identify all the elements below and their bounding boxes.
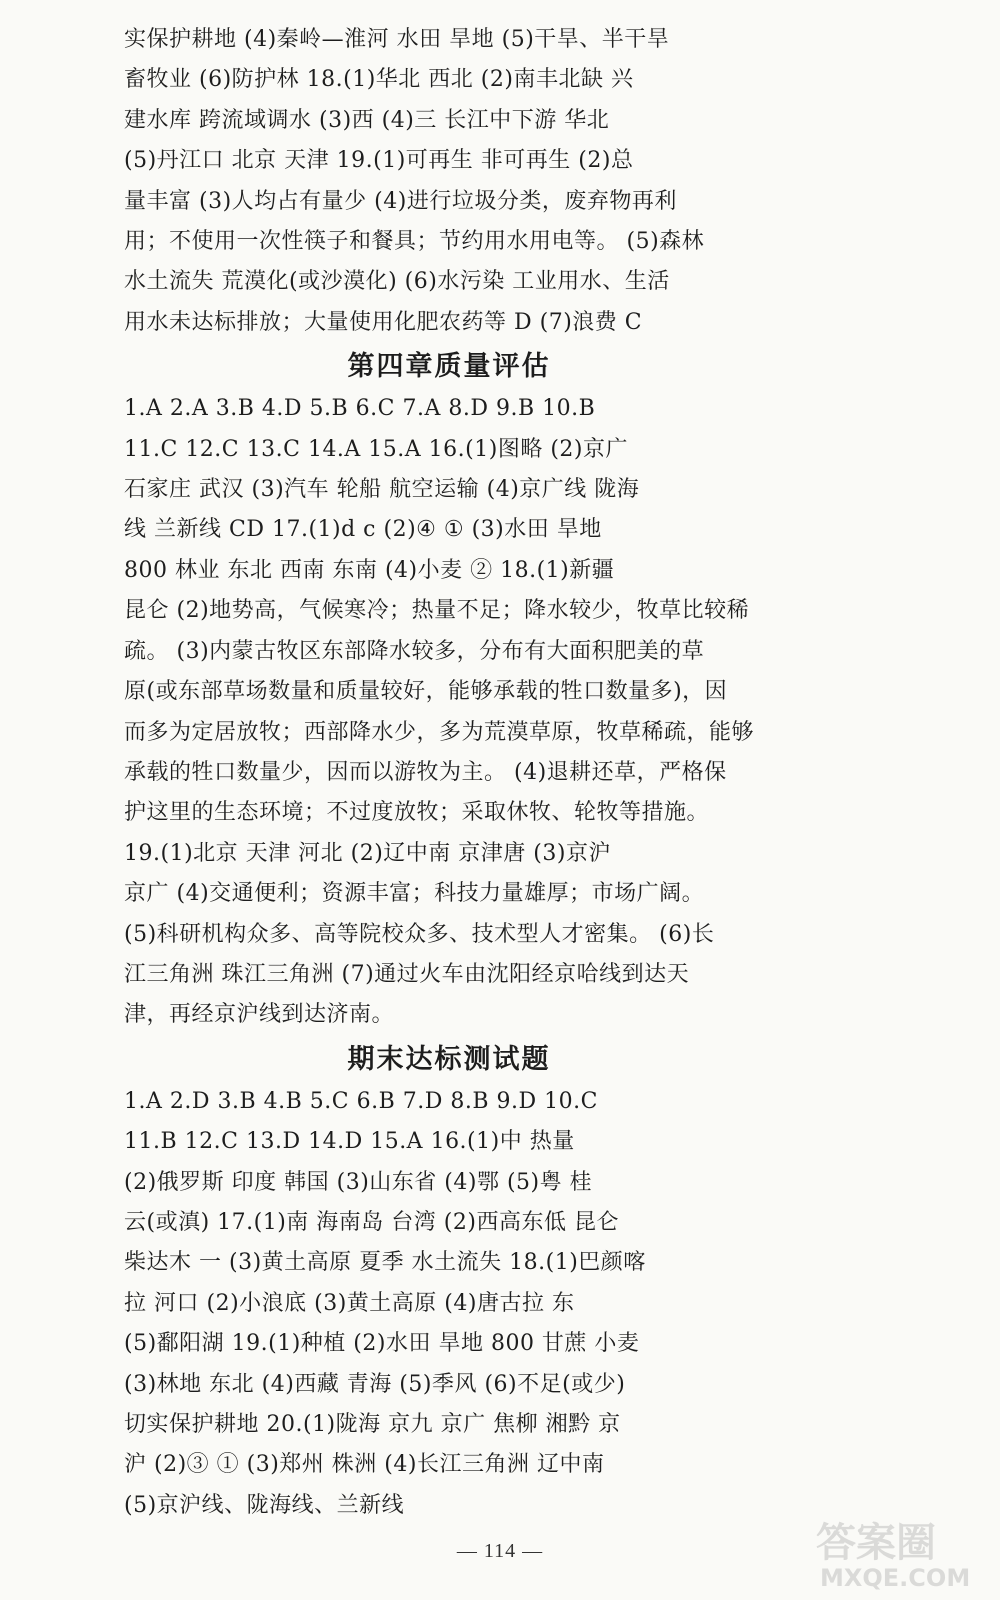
text-line: 拉 河口 (2)小浪底 (3)黄土高原 (4)唐古拉 东	[124, 1290, 575, 1316]
watermark-logo	[814, 1512, 984, 1592]
text-line: 19.(1)北京 天津 河北 (2)辽中南 京津唐 (3)京沪	[124, 840, 611, 866]
section-title-chapter4: 第四章质量评估	[347, 351, 551, 383]
text-line: 用水未达标排放；大量使用化肥农药等 D (7)浪费 C	[124, 309, 643, 335]
text-line: (3)林地 东北 (4)西藏 青海 (5)季风 (6)不足(或少)	[124, 1371, 626, 1397]
block-chapter4-answers	[124, 389, 774, 1036]
text-line: 切实保护耕地 20.(1)陇海 京九 京广 焦柳 湘黔 京	[124, 1412, 621, 1437]
text-line: 建水库 跨流域调水 (3)西 (4)三 长江中下游 华北	[124, 107, 610, 133]
text-line: 沪 (2)③ ① (3)郑州 株洲 (4)长江三角洲 辽中南	[124, 1452, 605, 1478]
text-line: 江三角洲 珠江三角洲 (7)通过火车由沈阳经京哈线到达天	[124, 961, 690, 987]
text-line: (2)俄罗斯 印度 韩国 (3)山东省 (4)鄂 (5)粤 桂	[124, 1169, 593, 1195]
text-line: 原(或东部草场数量和质量较好，能够承载的牲口数量多)，因	[124, 679, 728, 705]
text-line: 量丰富 (3)人均占有量少 (4)进行垃圾分类，废弃物再利	[124, 188, 677, 214]
block-chapter3-answers	[124, 20, 774, 343]
watermark-logo-text: 答案圈	[816, 1520, 936, 1566]
text-line: 而多为定居放牧；西部降水少，多为荒漠草原，牧草稀疏，能够	[124, 719, 755, 745]
text-line: 800 林业 东北 西南 东南 (4)小麦 ② 18.(1)新疆	[124, 557, 615, 583]
section-title-final-test: 期末达标测试题	[347, 1043, 551, 1075]
text-line: 京广 (4)交通便利；资源丰富；科技力量雄厚；市场广阔。	[124, 881, 705, 907]
text-line: 1.A 2.A 3.B 4.D 5.B 6.C 7.A 8.D 9.B 10.B	[124, 396, 596, 422]
text-line: 云(或滇) 17.(1)南 海南岛 台湾 (2)西高东低 昆仑	[124, 1209, 619, 1235]
text-line: 柴达木 一 (3)黄土高原 夏季 水土流失 18.(1)巴颜喀	[124, 1250, 646, 1276]
text-line: 护这里的生态环境；不过度放牧；采取休牧、轮牧等措施。	[124, 800, 710, 826]
text-line: 11.C 12.C 13.C 14.A 15.A 16.(1)图略 (2)京广	[124, 436, 628, 462]
watermark-site-text: MXQE.COM	[820, 1564, 971, 1592]
text-line: 实保护耕地 (4)秦岭—淮河 水田 旱地 (5)干旱、半干旱	[124, 27, 670, 52]
text-line: 石家庄 武汉 (3)汽车 轮船 航空运输 (4)京广线 陇海	[124, 477, 640, 503]
text-line: 津，再经京沪线到达济南。	[124, 1002, 395, 1028]
text-line: 昆仑 (2)地势高，气候寒冷；热量不足；降水较少，牧草比较稀	[124, 598, 750, 624]
page-number: — 114 —	[456, 1540, 544, 1562]
text-line: 水土流失 荒漠化(或沙漠化) (6)水污染 工业用水、生活	[124, 269, 670, 295]
text-line: (5)丹江口 北京 天津 19.(1)可再生 非可再生 (2)总	[124, 148, 634, 174]
text-line: 1.A 2.D 3.B 4.B 5.C 6.B 7.D 8.B 9.D 10.C	[124, 1088, 598, 1114]
text-line: 线 兰新线 CD 17.(1)d c (2)④ ① (3)水田 旱地	[124, 517, 602, 543]
text-line: (5)京沪线、陇海线、兰新线	[124, 1492, 405, 1518]
answer-page	[124, 20, 774, 1526]
text-line: 承载的牲口数量少，因而以游牧为主。 (4)退耕还草，严格保	[124, 759, 727, 785]
text-line: 11.B 12.C 13.D 14.D 15.A 16.(1)中 热量	[124, 1129, 575, 1155]
text-line: (5)科研机构众多、高等院校众多、技术型人才密集。 (6)长	[124, 921, 715, 947]
text-line: 疏。 (3)内蒙古牧区东部降水较多，分布有大面积肥美的草	[124, 638, 705, 664]
block-final-test-answers	[124, 1082, 774, 1526]
text-line: 用；不使用一次性筷子和餐具；节约用水用电等。 (5)森林	[124, 229, 705, 255]
text-line: (5)鄱阳湖 19.(1)种植 (2)水田 旱地 800 甘蔗 小麦	[124, 1331, 640, 1357]
text-line: 畜牧业 (6)防护林 18.(1)华北 西北 (2)南丰北缺 兴	[124, 67, 634, 93]
